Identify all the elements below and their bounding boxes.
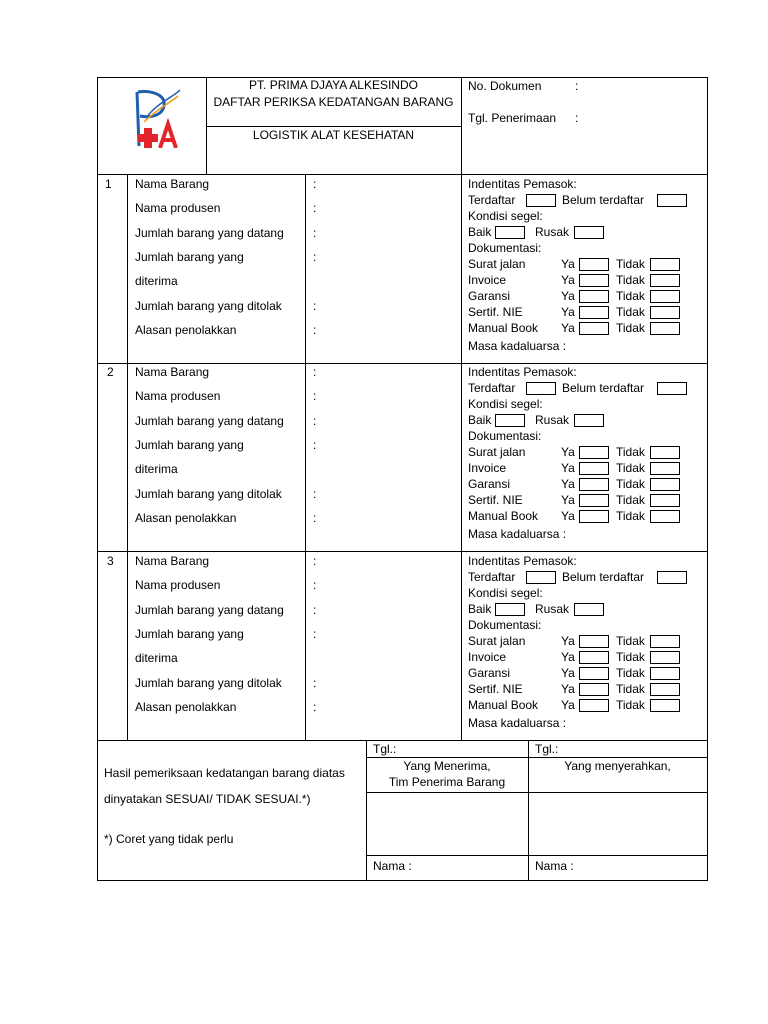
doc-sertif-nie-label: Sertif. NIE (468, 682, 523, 696)
doc-yes-label: Ya (561, 321, 575, 335)
document-number-label: No. Dokumen (468, 79, 542, 93)
doc-yes-label: Ya (561, 650, 575, 664)
footer-line-role (366, 792, 708, 793)
doc-sertif-nie-label: Sertif. NIE (468, 493, 523, 507)
doc-sertif-nie-no-checkbox[interactable] (650, 683, 680, 696)
doc-surat-jalan-yes-checkbox[interactable] (579, 635, 609, 648)
expiry-date-label: Masa kadaluarsa : (468, 339, 567, 353)
field-label-jumlah-diterima-2: diterima (135, 651, 178, 665)
seal-good-label: Baik (468, 225, 492, 239)
field-colon: : (313, 511, 317, 525)
doc-yes-label: Ya (561, 289, 575, 303)
seal-good-label: Baik (468, 602, 492, 616)
header-divider-title (206, 126, 461, 127)
doc-no-label: Tidak (616, 650, 645, 664)
doc-yes-label: Ya (561, 666, 575, 680)
doc-invoice-yes-checkbox[interactable] (579, 274, 609, 287)
doc-yes-label: Ya (561, 273, 575, 287)
doc-no-label: Tidak (616, 321, 645, 335)
field-label-jumlah-datang: Jumlah barang yang datang (135, 414, 284, 428)
department-name: LOGISTIK ALAT KESEHATAN (252, 128, 415, 142)
doc-manual-book-no-checkbox[interactable] (650, 510, 680, 523)
item-number: 2 (107, 365, 114, 379)
table-border-bottom (97, 880, 708, 881)
result-statement-line-1: Hasil pemeriksaan kedatangan barang diatas (104, 766, 345, 780)
registered-label: Terdaftar (468, 570, 516, 584)
doc-surat-jalan-label: Surat jalan (468, 445, 526, 459)
field-label-jumlah-diterima-2: diterima (135, 462, 178, 476)
receiver-date-label: Tgl.: (373, 742, 397, 756)
receiver-name-label: Nama : (373, 859, 412, 873)
doc-garansi-no-checkbox[interactable] (650, 478, 680, 491)
company-name: PT. PRIMA DJAYA ALKESINDO (249, 78, 418, 92)
field-colon: : (313, 389, 317, 403)
doc-manual-book-no-checkbox[interactable] (650, 322, 680, 335)
expiry-date-label: Masa kadaluarsa : (468, 716, 567, 730)
doc-surat-jalan-label: Surat jalan (468, 257, 526, 271)
doc-invoice-label: Invoice (468, 461, 507, 475)
doc-no-label: Tidak (616, 273, 645, 287)
field-label-nama-barang: Nama Barang (135, 365, 210, 379)
header-divider-info (461, 77, 462, 741)
field-colon: : (313, 487, 317, 501)
received-date-label: Tgl. Penerimaan (468, 111, 557, 125)
field-colon: : (313, 627, 317, 641)
doc-surat-jalan-no-checkbox[interactable] (650, 446, 680, 459)
field-colon: : (313, 676, 317, 690)
footer-line-sign (366, 855, 708, 856)
field-colon: : (313, 226, 317, 240)
field-colon: : (313, 603, 317, 617)
seal-good-checkbox[interactable] (495, 226, 525, 239)
field-label-nama-produsen: Nama produsen (135, 389, 221, 403)
value-column-divider (305, 174, 306, 741)
seal-damaged-checkbox[interactable] (574, 603, 604, 616)
doc-garansi-yes-checkbox[interactable] (579, 478, 609, 491)
table-border-right (707, 77, 708, 881)
expiry-date-label: Masa kadaluarsa : (468, 527, 567, 541)
doc-invoice-yes-checkbox[interactable] (579, 462, 609, 475)
footer-line-tgl (366, 757, 708, 758)
item-number: 1 (105, 177, 112, 191)
registered-checkbox[interactable] (526, 194, 556, 207)
seal-good-checkbox[interactable] (495, 603, 525, 616)
receiver-team: Tim Penerima Barang (388, 775, 506, 789)
doc-invoice-no-checkbox[interactable] (650, 274, 680, 287)
field-label-jumlah-ditolak: Jumlah barang yang ditolak (135, 487, 282, 501)
receiver-title: Yang Menerima, (403, 759, 491, 773)
section-divider-2 (97, 363, 708, 364)
registered-checkbox[interactable] (526, 571, 556, 584)
form-title: DAFTAR PERIKSA KEDATANGAN BARANG (213, 95, 454, 109)
doc-manual-book-label: Manual Book (468, 698, 539, 712)
field-colon: : (313, 438, 317, 452)
doc-surat-jalan-no-checkbox[interactable] (650, 258, 680, 271)
unregistered-label: Belum terdaftar (562, 381, 645, 395)
doc-surat-jalan-label: Surat jalan (468, 634, 526, 648)
received-date-colon: : (575, 111, 579, 125)
field-colon: : (313, 299, 317, 313)
doc-no-label: Tidak (616, 445, 645, 459)
seal-good-label: Baik (468, 413, 492, 427)
doc-invoice-no-checkbox[interactable] (650, 462, 680, 475)
doc-yes-label: Ya (561, 445, 575, 459)
doc-sertif-nie-no-checkbox[interactable] (650, 306, 680, 319)
supplier-identity-label: Indentitas Pemasok: (468, 554, 577, 568)
doc-manual-book-label: Manual Book (468, 509, 539, 523)
doc-sertif-nie-yes-checkbox[interactable] (579, 306, 609, 319)
registered-label: Terdaftar (468, 193, 516, 207)
field-label-nama-produsen: Nama produsen (135, 201, 221, 215)
doc-no-label: Tidak (616, 461, 645, 475)
doc-garansi-no-checkbox[interactable] (650, 667, 680, 680)
supplier-identity-label: Indentitas Pemasok: (468, 365, 577, 379)
doc-invoice-label: Invoice (468, 650, 507, 664)
doc-invoice-label: Invoice (468, 273, 507, 287)
field-label-jumlah-datang: Jumlah barang yang datang (135, 226, 284, 240)
giver-date-label: Tgl.: (535, 742, 559, 756)
seal-damaged-label: Rusak (535, 225, 570, 239)
section-divider-footer (97, 740, 708, 741)
doc-yes-label: Ya (561, 477, 575, 491)
doc-no-label: Tidak (616, 634, 645, 648)
doc-manual-book-yes-checkbox[interactable] (579, 699, 609, 712)
field-colon: : (313, 700, 317, 714)
doc-sertif-nie-label: Sertif. NIE (468, 305, 523, 319)
seal-condition-label: Kondisi segel: (468, 397, 543, 411)
doc-no-label: Tidak (616, 509, 645, 523)
seal-damaged-checkbox[interactable] (574, 226, 604, 239)
field-colon: : (313, 578, 317, 592)
doc-manual-book-yes-checkbox[interactable] (579, 510, 609, 523)
seal-damaged-label: Rusak (535, 602, 570, 616)
giver-name-label: Nama : (535, 859, 574, 873)
section-divider-3 (97, 551, 708, 552)
doc-yes-label: Ya (561, 257, 575, 271)
giver-title: Yang menyerahkan, (564, 759, 671, 773)
field-label-jumlah-ditolak: Jumlah barang yang ditolak (135, 299, 282, 313)
unregistered-checkbox[interactable] (657, 571, 687, 584)
field-label-jumlah-ditolak: Jumlah barang yang ditolak (135, 676, 282, 690)
doc-yes-label: Ya (561, 682, 575, 696)
doc-sertif-nie-no-checkbox[interactable] (650, 494, 680, 507)
field-label-nama-barang: Nama Barang (135, 177, 210, 191)
seal-damaged-checkbox[interactable] (574, 414, 604, 427)
seal-damaged-label: Rusak (535, 413, 570, 427)
doc-sertif-nie-yes-checkbox[interactable] (579, 494, 609, 507)
field-colon: : (313, 414, 317, 428)
seal-good-checkbox[interactable] (495, 414, 525, 427)
field-colon: : (313, 323, 317, 337)
doc-yes-label: Ya (561, 305, 575, 319)
field-label-alasan: Alasan penolakkan (135, 700, 237, 714)
section-divider-1 (97, 174, 708, 175)
documentation-label: Dokumentasi: (468, 429, 542, 443)
doc-garansi-yes-checkbox[interactable] (579, 667, 609, 680)
documentation-label: Dokumentasi: (468, 618, 542, 632)
doc-no-label: Tidak (616, 289, 645, 303)
doc-no-label: Tidak (616, 682, 645, 696)
doc-yes-label: Ya (561, 461, 575, 475)
unregistered-label: Belum terdaftar (562, 570, 645, 584)
doc-no-label: Tidak (616, 493, 645, 507)
field-colon: : (313, 554, 317, 568)
registered-label: Terdaftar (468, 381, 516, 395)
field-label-nama-produsen: Nama produsen (135, 578, 221, 592)
supplier-identity-label: Indentitas Pemasok: (468, 177, 577, 191)
document-number-colon: : (575, 79, 579, 93)
doc-no-label: Tidak (616, 698, 645, 712)
doc-yes-label: Ya (561, 493, 575, 507)
doc-yes-label: Ya (561, 698, 575, 712)
unregistered-checkbox[interactable] (657, 194, 687, 207)
field-label-jumlah-diterima-2: diterima (135, 274, 178, 288)
table-border-left (97, 77, 98, 881)
documentation-label: Dokumentasi: (468, 241, 542, 255)
doc-manual-book-label: Manual Book (468, 321, 539, 335)
field-label-jumlah-diterima-1: Jumlah barang yang (135, 438, 244, 452)
field-colon: : (313, 201, 317, 215)
number-column-divider (127, 174, 128, 741)
result-statement-line-2: dinyatakan SESUAI/ TIDAK SESUAI.*) (104, 792, 311, 806)
pca-logo-icon (128, 88, 182, 148)
doc-no-label: Tidak (616, 477, 645, 491)
doc-garansi-label: Garansi (468, 666, 511, 680)
doc-no-label: Tidak (616, 257, 645, 271)
doc-yes-label: Ya (561, 634, 575, 648)
field-label-nama-barang: Nama Barang (135, 554, 210, 568)
doc-no-label: Tidak (616, 666, 645, 680)
doc-invoice-no-checkbox[interactable] (650, 651, 680, 664)
doc-yes-label: Ya (561, 509, 575, 523)
field-colon: : (313, 177, 317, 191)
field-colon: : (313, 365, 317, 379)
doc-garansi-yes-checkbox[interactable] (579, 290, 609, 303)
doc-garansi-label: Garansi (468, 289, 511, 303)
doc-surat-jalan-yes-checkbox[interactable] (579, 258, 609, 271)
seal-condition-label: Kondisi segel: (468, 209, 543, 223)
field-label-alasan: Alasan penolakkan (135, 511, 237, 525)
unregistered-checkbox[interactable] (657, 382, 687, 395)
doc-surat-jalan-no-checkbox[interactable] (650, 635, 680, 648)
doc-manual-book-yes-checkbox[interactable] (579, 322, 609, 335)
strike-note: *) Coret yang tidak perlu (104, 832, 234, 846)
field-label-jumlah-diterima-1: Jumlah barang yang (135, 627, 244, 641)
doc-manual-book-no-checkbox[interactable] (650, 699, 680, 712)
doc-sertif-nie-yes-checkbox[interactable] (579, 683, 609, 696)
doc-surat-jalan-yes-checkbox[interactable] (579, 446, 609, 459)
field-label-alasan: Alasan penolakkan (135, 323, 237, 337)
field-label-jumlah-diterima-1: Jumlah barang yang (135, 250, 244, 264)
item-number: 3 (107, 554, 114, 568)
doc-no-label: Tidak (616, 305, 645, 319)
doc-garansi-label: Garansi (468, 477, 511, 491)
doc-garansi-no-checkbox[interactable] (650, 290, 680, 303)
doc-invoice-yes-checkbox[interactable] (579, 651, 609, 664)
field-label-jumlah-datang: Jumlah barang yang datang (135, 603, 284, 617)
seal-condition-label: Kondisi segel: (468, 586, 543, 600)
field-colon: : (313, 250, 317, 264)
registered-checkbox[interactable] (526, 382, 556, 395)
unregistered-label: Belum terdaftar (562, 193, 645, 207)
